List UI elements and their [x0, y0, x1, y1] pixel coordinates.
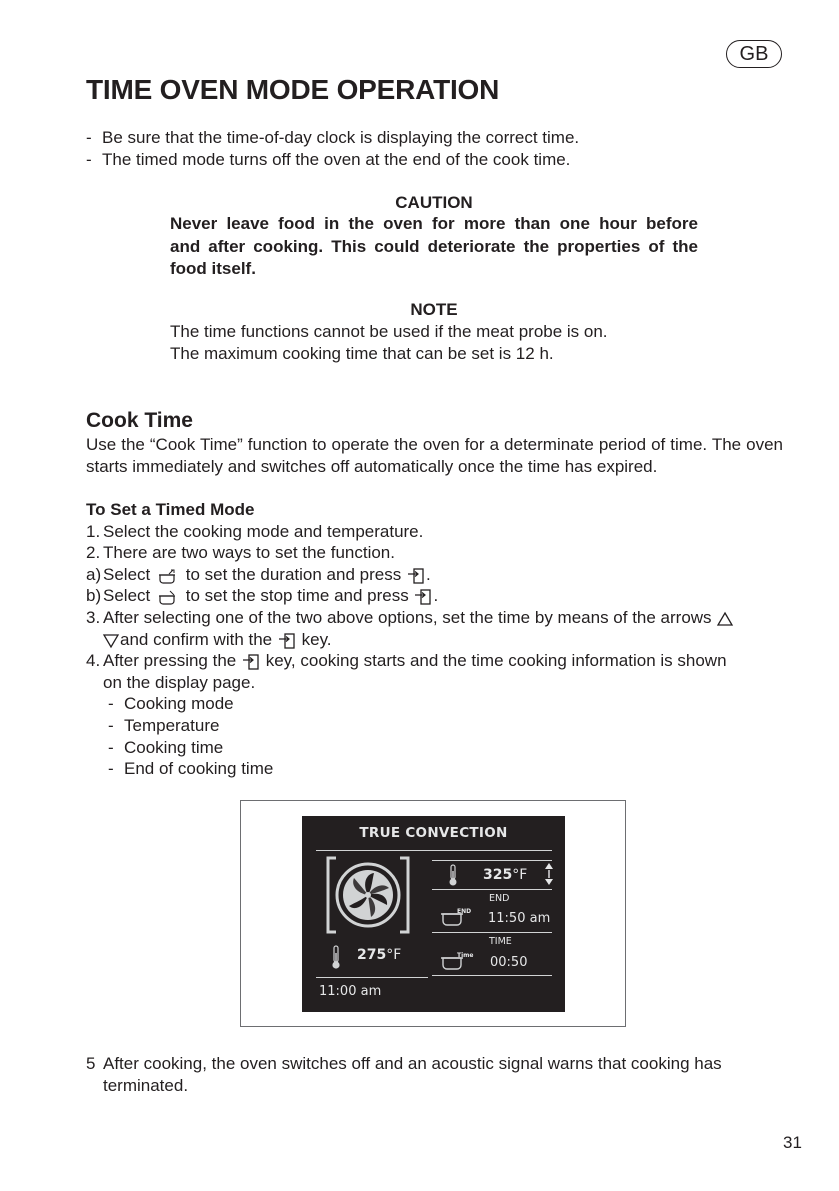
step-2b: [86, 585, 438, 607]
step-text: .: [425, 565, 431, 584]
step-3: [86, 607, 734, 629]
subheading-set-timed-mode: To Set a Timed Mode: [86, 500, 255, 519]
step-5: [86, 1053, 722, 1075]
step-number: 5: [86, 1054, 96, 1073]
step-number: a): [86, 565, 102, 584]
end-label: END: [489, 893, 510, 904]
arrow-up-icon: [716, 611, 734, 627]
step-2: [86, 542, 395, 564]
step-2a: [86, 564, 431, 586]
step-5-cont: terminated.: [103, 1076, 189, 1095]
intro-bullet-text: The timed mode turns off the oven at the end of the cook time.: [102, 150, 571, 169]
intro-bullet: - Be sure that the time-of-day clock is displaying the correct time.: [86, 128, 580, 147]
cook-time-description: Use the “Cook Time” function to operate the oven for a determinate period of time. The oven starts immediately and switches off automatically once the time has expired.: [86, 435, 783, 476]
intro-bullet-text: Be sure that the time-of-day clock is displaying the correct time.: [102, 128, 580, 147]
intro-bullet: - The timed mode turns off the oven at the end of the cook time.: [86, 150, 571, 169]
caution-line: food itself.: [170, 259, 256, 278]
display-divider: [432, 860, 552, 861]
arrow-down-icon: [102, 633, 120, 649]
time-label: TIME: [489, 936, 512, 947]
caution-text: [170, 213, 698, 281]
oven-thermometer-icon: [330, 944, 342, 970]
display-divider: [432, 889, 552, 890]
display-divider: [316, 977, 428, 978]
step-text: to set the stop time and press: [185, 586, 409, 605]
display-divider: [432, 975, 552, 976]
info-item: - Cooking time: [108, 738, 224, 757]
note-heading: NOTE: [410, 300, 458, 319]
note-line: The time functions cannot be used if the meat probe is on.: [170, 322, 608, 341]
step-text: key, cooking starts and the time cooking information is shown: [265, 651, 727, 670]
duration-pot-icon: [155, 568, 181, 584]
step-4: [86, 650, 783, 672]
step-text: key.: [301, 630, 332, 649]
display-divider: [316, 850, 552, 851]
adjust-arrows-icon: [544, 862, 554, 886]
step-number: 2.: [86, 543, 101, 562]
oven-temp-unit: °F: [386, 947, 402, 963]
page-number: 31: [783, 1133, 802, 1152]
info-item: - Cooking mode: [108, 694, 234, 713]
end-icon-label: END: [457, 908, 472, 915]
info-item-text: Cooking time: [124, 738, 224, 757]
probe-temp-unit: °F: [512, 867, 528, 883]
end-time: 11:50 am: [488, 911, 551, 926]
info-item-text: End of cooking time: [124, 759, 274, 778]
step-text: Select: [103, 565, 151, 584]
step-text: to set the duration and press: [185, 565, 402, 584]
step-text: After selecting one of the two above options, set the time by means of the arrows: [103, 608, 712, 627]
info-item: - End of cooking time: [108, 759, 274, 778]
section-heading-cook-time: Cook Time: [86, 409, 193, 432]
oven-display: [302, 816, 565, 1012]
step-text: and confirm with the: [120, 630, 273, 649]
page-title: TIME OVEN MODE OPERATION: [86, 74, 500, 105]
enter-key-icon: [241, 653, 261, 671]
enter-key-icon: [406, 567, 426, 585]
display-clock: 11:00 am: [319, 984, 382, 999]
caution-heading: CAUTION: [395, 193, 473, 212]
caution-line: Never leave food in the oven for more than one hour before: [170, 214, 698, 233]
step-text: .: [433, 586, 439, 605]
step-number: 1.: [86, 522, 101, 541]
step-text: There are two ways to set the function.: [103, 543, 395, 562]
info-item: - Temperature: [108, 716, 220, 735]
step-1: [86, 521, 423, 543]
enter-key-icon: [413, 588, 433, 606]
stop-time-pot-icon: [155, 589, 181, 605]
caution-line: and after cooking. This could deteriorate the properties of the: [170, 236, 698, 256]
step-text: Select the cooking mode and temperature.: [103, 522, 424, 541]
step-text: After pressing the: [103, 651, 237, 670]
enter-key-icon: [277, 632, 297, 650]
display-mode-title: TRUE CONVECTION: [359, 825, 508, 841]
step-number: 4.: [86, 651, 101, 670]
oven-temp-value: 275: [357, 947, 387, 963]
display-divider: [432, 932, 552, 933]
time-icon-label: Time: [457, 952, 474, 959]
info-item-text: Temperature: [124, 716, 220, 735]
convection-fan-icon: [322, 854, 414, 936]
step-number: b): [86, 586, 102, 605]
step-number: 3.: [86, 608, 101, 627]
language-badge: GB: [726, 40, 782, 68]
info-item-text: Cooking mode: [124, 694, 234, 713]
probe-temp-value: 325: [483, 867, 513, 883]
step-3-cont: [103, 629, 332, 651]
oven-temperature: [357, 947, 401, 963]
step-text: Select: [103, 586, 151, 605]
step-4-cont: on the display page.: [103, 673, 256, 692]
note-line: The maximum cooking time that can be set is 12 h.: [170, 344, 554, 363]
step-text: After cooking, the oven switches off and an acoustic signal warns that cooking has: [103, 1054, 722, 1073]
duration-time: 00:50: [490, 955, 528, 970]
probe-temperature: [483, 867, 527, 883]
probe-thermometer-icon: [447, 863, 459, 887]
